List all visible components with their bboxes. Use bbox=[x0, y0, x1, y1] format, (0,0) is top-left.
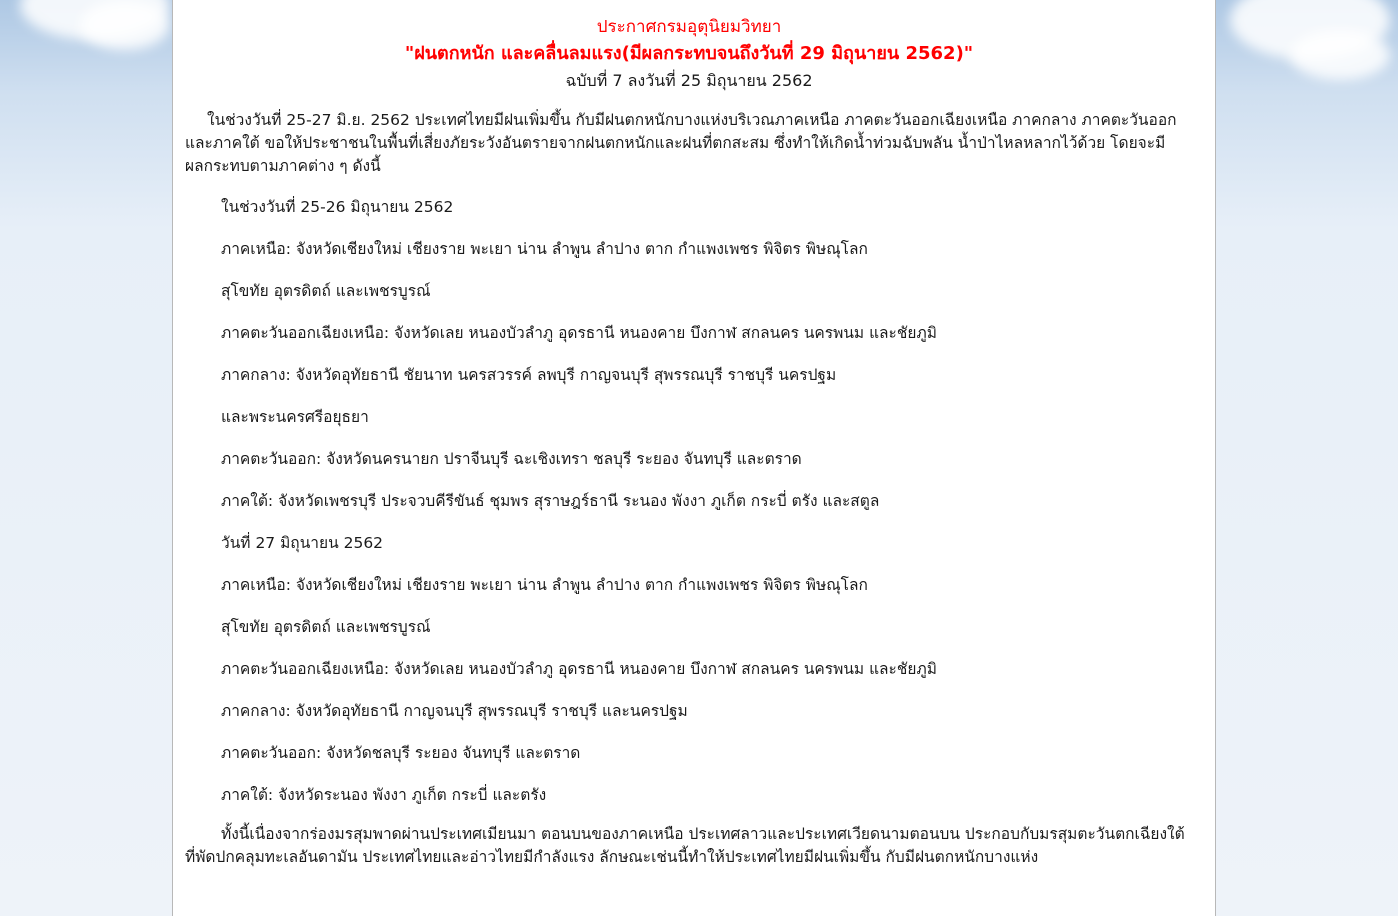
list-item: ภาคใต้: จังหวัดเพชรบุรี ประจวบคีรีขันธ์ ชุมพร สุราษฎร์ธานี ระนอง พังงา ภูเก็ต กระบี่ ตรัง และสตูล bbox=[221, 492, 880, 510]
list-item: วันที่ 27 มิถุนายน 2562 bbox=[221, 534, 384, 552]
list-item: และพระนครศรีอยุธยา bbox=[221, 408, 369, 426]
list-item: ภาคเหนือ: จังหวัดเชียงใหม่ เชียงราย พะเยา น่าน ลำพูน ลำปาง ตาก กำแพงเพชร พิจิตร พิษณุโลก bbox=[221, 576, 868, 594]
list-item: ภาคตะวันออกเฉียงเหนือ: จังหวัดเลย หนองบัวลำภู อุดรธานี หนองคาย บึงกาฬ สกลนคร นครพนม และชัยภูมิ bbox=[221, 660, 937, 678]
list-item: สุโขทัย อุตรดิตถ์ และเพชรบูรณ์ bbox=[221, 618, 431, 636]
list-item: ภาคตะวันออกเฉียงเหนือ: จังหวัดเลย หนองบัวลำภู อุดรธานี หนองคาย บึงกาฬ สกลนคร นครพนม และชัยภูมิ bbox=[221, 324, 937, 342]
list-item: ภาคกลาง: จังหวัดอุทัยธานี ชัยนาท นครสวรรค์ ลพบุรี กาญจนบุรี สุพรรณบุรี ราชบุรี นครปฐม bbox=[221, 366, 837, 384]
list-item: ภาคตะวันออก: จังหวัดชลบุรี ระยอง จันทบุรี และตราด bbox=[221, 744, 581, 762]
agency-title: ประกาศกรมอุตุนิยมวิทยา bbox=[596, 17, 782, 37]
list-item: ภาคใต้: จังหวัดระนอง พังงา ภูเก็ต กระบี่ และตรัง bbox=[221, 786, 547, 804]
list-item: ภาคกลาง: จังหวัดอุทัยธานี กาญจนบุรี สุพรรณบุรี ราชบุรี และนครปฐม bbox=[221, 702, 688, 720]
list-item: ภาคเหนือ: จังหวัดเชียงใหม่ เชียงราย พะเยา น่าน ลำพูน ลำปาง ตาก กำแพงเพชร พิจิตร พิษณุโลก bbox=[221, 240, 868, 258]
intro-paragraph: ในช่วงวันที่ 25-27 มิ.ย. 2562 ประเทศไทยมีฝนเพิ่มขึ้น กับมีฝนตกหนักบางแห่งบริเวณภาคเหนือ ภาคตะวันออกเฉียงเหนือ ภาคกลาง ภาคตะวันออก และภาคใต้ ขอให้ประชาชนในพื้นที่เสี่ยงภัยระวังอันตรายจากฝนตกหนักและฝนที่ตกสะสม ซึ่งทำให้เกิดน้ำท่วมฉับพลัน น้ำป่าไหลหลากไว้ด้วย โดยจะมีผลกระทบตามภาคต่าง ๆ ดังนี้ bbox=[185, 111, 1177, 175]
list-item: ภาคตะวันออก: จังหวัดนครนายก ปราจีนบุรี ฉะเชิงเทรา ชลบุรี ระยอง จันทบุรี และตราด bbox=[221, 450, 802, 468]
affected-areas-list bbox=[185, 186, 1193, 816]
issue-date: ฉบับที่ 7 ลงวันที่ 25 มิถุนายน 2562 bbox=[565, 71, 813, 90]
list-item: ในช่วงวันที่ 25-26 มิถุนายน 2562 bbox=[221, 198, 454, 216]
announcement-panel bbox=[172, 0, 1216, 916]
closing-paragraph: ทั้งนี้เนื่องจากร่องมรสุมพาดผ่านประเทศเมียนมา ตอนบนของภาคเหนือ ประเทศลาวและประเทศเวียดนามตอนบน ประกอบกับมรสุมตะวันตกเฉียงใต้ที่พัดปกคลุมทะเลอันดามัน ประเทศไทยและอ่าวไทยมีกำลังแรง ลักษณะเช่นนี้ทำให้ประเทศไทยมีฝนเพิ่มขึ้น กับมีฝนตกหนักบางแห่ง bbox=[185, 825, 1185, 866]
list-item: สุโขทัย อุตรดิตถ์ และเพชรบูรณ์ bbox=[221, 282, 431, 300]
announcement-header bbox=[185, 14, 1193, 94]
announcement-headline: "ฝนตกหนัก และคลื่นลมแรง(มีผลกระทบจนถึงวันที่ 29 มิถุนายน 2562)" bbox=[404, 43, 974, 64]
